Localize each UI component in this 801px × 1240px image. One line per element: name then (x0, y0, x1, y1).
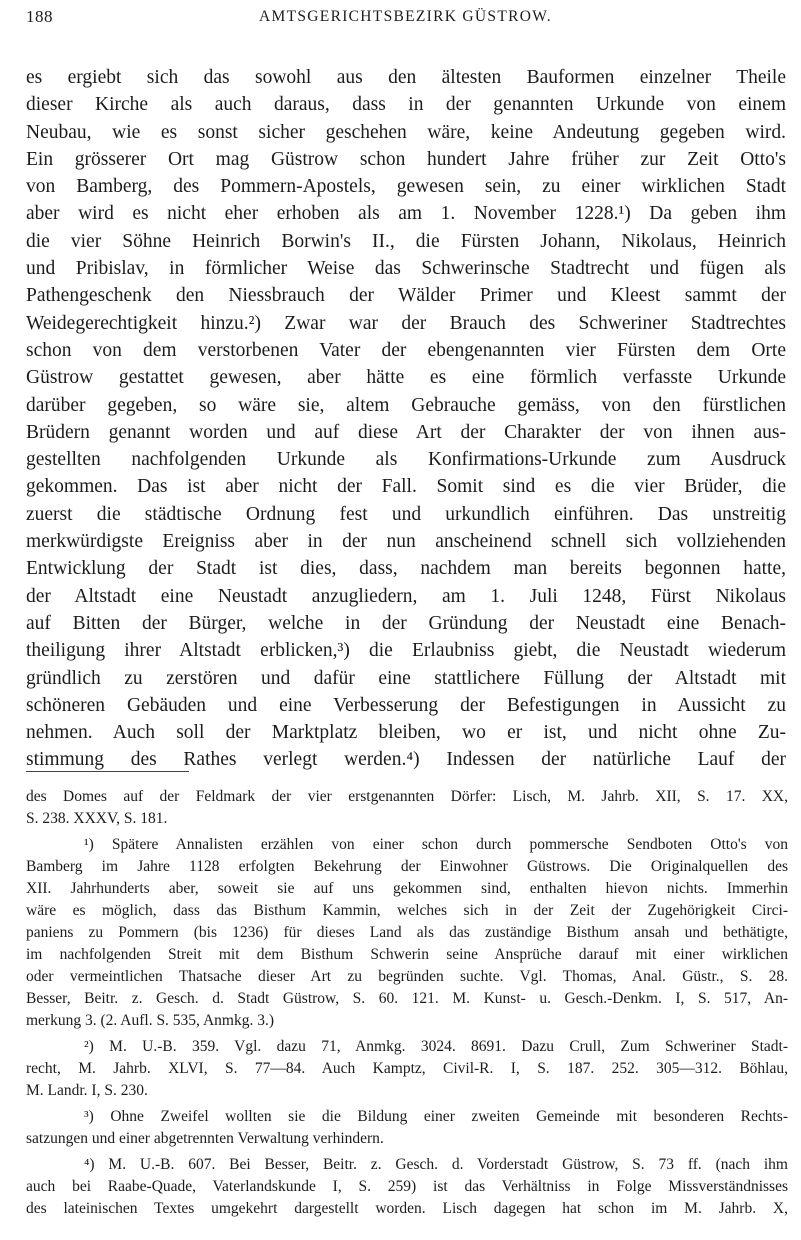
text-line: Brüdern genannt worden und auf diese Art der Charakter der von ihnen aus- (26, 421, 786, 443)
main-text (26, 64, 786, 774)
page-number: 188 (26, 7, 53, 26)
footnote-3 (26, 1106, 788, 1150)
footnote-line: XII. Jahrhunderts aber, soweit sie auf uns gekommen sind, enthalten hievon nichts. Immerhin (26, 880, 788, 897)
footnote-line: oder vermeintlichen Thatsache dieser Art zu begründen suchte. Vgl. Thomas, Anal. Güstr., S. 28. (26, 968, 788, 985)
text-line: aber wird es nicht eher erhoben als am 1. November 1228.¹) Da geben ihm (26, 203, 786, 225)
footnote-line: wäre es möglich, dass das Bisthum Kammin, welches sich in der Zeit der Zugehörigkeit Circi- (26, 902, 788, 919)
text-line: zuerst die städtische Ordnung fest und urkundlich einführen. Das unstreitig (26, 503, 786, 525)
footnote-line: merkung 3. (2. Aufl. S. 535, Anmkg. 3.) (26, 1012, 274, 1029)
text-line: schon von dem verstorbenen Vater der ebengenannten vier Fürsten dem Orte (26, 339, 786, 361)
footnote-line: auch bei Raabe-Quade, Vaterlandskunde I, S. 259) ist das Verhältniss in Folge Missverständnisses (26, 1178, 788, 1195)
text-line: Neubau, wie es sonst sicher geschehen wäre, keine Andeutung gegeben wird. (26, 121, 786, 143)
footnote-line: M. Landr. I, S. 230. (26, 1082, 148, 1099)
text-line: dieser Kirche als auch daraus, dass in der genannten Urkunde von einem (26, 94, 786, 116)
text-line: von Bamberg, des Pommern-Apostels, gewesen sein, zu einer wirklichen Stadt (26, 176, 786, 198)
footnote-line: ⁴) M. U.-B. 607. Bei Besser, Beitr. z. Gesch. d. Vorderstadt Güstrow, S. 73 ff. (nach ihm (84, 1156, 788, 1173)
footnote-line: recht, M. Jahrb. XLVI, S. 77—84. Auch Kamptz, Civil-R. I, S. 187. 252. 305—312. Böhlau, (26, 1060, 788, 1077)
text-line: gekommen. Das ist aber nicht der Fall. Somit sind es die vier Brüder, die (26, 476, 786, 498)
footnote-line: im nachfolgenden Streit mit dem Bisthum Schwerin seine Ansprüche darauf mit einer wirklichen (26, 946, 788, 963)
text-line: darüber gegeben, so wäre sie, altem Gebrauche gemäss, von den fürstlichen (26, 394, 786, 416)
footnote-line: satzungen und einer abgetrennten Verwaltung verhindern. (26, 1130, 384, 1147)
footnote-line: Besser, Beitr. z. Gesch. d. Stadt Güstrow, S. 60. 121. M. Kunst- u. Gesch.-Denkm. I, S. 517, An- (26, 990, 788, 1007)
footnote-line: ¹) Spätere Annalisten erzählen von einer schon durch pommersche Sendboten Otto's von (84, 836, 788, 853)
text-line: auf Bitten der Bürger, welche in der Gründung der Neustadt eine Benach- (26, 612, 786, 634)
footnotes (26, 786, 788, 1220)
footnote-4 (26, 1154, 788, 1220)
text-line: schöneren Gebäuden und eine Verbesserung der Befestigungen in Aussicht zu (26, 694, 786, 716)
running-head: AMTSGERICHTSBEZIRK GÜSTROW. (259, 8, 552, 25)
text-line: stimmung des Rathes verlegt werden.⁴) Indessen der natürliche Lauf der (26, 749, 786, 771)
text-line: es ergiebt sich das sowohl aus den ältesten Bauformen einzelner Theile (26, 67, 786, 88)
text-line: gründlich zu zerstören und dafür eine stattlichere Füllung der Altstadt mit (26, 667, 786, 689)
footnote-line: S. 238. XXXV, S. 181. (26, 810, 168, 827)
text-line: die vier Söhne Heinrich Borwin's II., die Fürsten Johann, Nikolaus, Heinrich (26, 230, 786, 252)
text-line: gestellten nachfolgenden Urkunde als Konfirmations-Urkunde zum Ausdruck (26, 449, 786, 471)
text-line: und Pribislav, in förmlicher Weise das Schwerinsche Stadtrecht und fügen als (26, 258, 786, 280)
footnote-line: paniens zu Pommern (bis 1236) für dieses Land als das zuständige Bisthum ansah und bethätigte, (26, 924, 788, 941)
page-header (26, 7, 785, 33)
text-line: Güstrow gestattet gewesen, aber hätte es eine förmlich verfasste Urkunde (26, 367, 786, 389)
footnote-line: ³) Ohne Zweifel wollten sie die Bildung einer zweiten Gemeinde mit besonderen Rechts- (84, 1108, 788, 1125)
text-line: Ein grösserer Ort mag Güstrow schon hundert Jahre früher zur Zeit Otto's (26, 148, 786, 170)
footnote-continuation (26, 786, 788, 830)
text-line: Pathengeschenk den Niessbrauch der Wälder Primer und Kleest sammt der (26, 285, 786, 307)
text-line: Entwicklung der Stadt ist dies, dass, nachdem man bereits begonnen hatte, (26, 558, 786, 580)
text-line: merkwürdigste Ereigniss aber in der nun anscheinend schnell sich vollziehenden (26, 531, 786, 553)
footnote-line: ²) M. U.-B. 359. Vgl. dazu 71, Anmkg. 3024. 8691. Dazu Crull, Zum Schweriner Stadt- (84, 1038, 788, 1055)
footnote-separator (26, 771, 189, 772)
footnote-line: des lateinischen Textes umgekehrt dargestellt worden. Lisch dagegen hat schon im M. Jahrb. X, (26, 1200, 788, 1217)
footnote-1 (26, 834, 788, 1032)
text-line: Weidegerechtigkeit hinzu.²) Zwar war der Brauch des Schweriner Stadtrechtes (26, 312, 786, 334)
text-line: der Altstadt eine Neustadt anzugliedern, am 1. Juli 1248, Fürst Nikolaus (26, 585, 786, 607)
footnote-2 (26, 1036, 788, 1102)
text-line: theiligung ihrer Altstadt erblicken,³) die Erlaubniss giebt, die Neustadt wiederum (26, 640, 786, 662)
footnote-line: des Domes auf der Feldmark der vier erstgenannten Dörfer: Lisch, M. Jahrb. XII, S. 17. XX, (26, 788, 788, 805)
footnote-line: Bamberg im Jahre 1128 erfolgten Bekehrung der Einwohner Güstrows. Die Originalquellen des (26, 858, 788, 875)
text-line: nehmen. Auch soll der Marktplatz bleiben, wo er ist, und nicht ohne Zu- (26, 722, 786, 744)
